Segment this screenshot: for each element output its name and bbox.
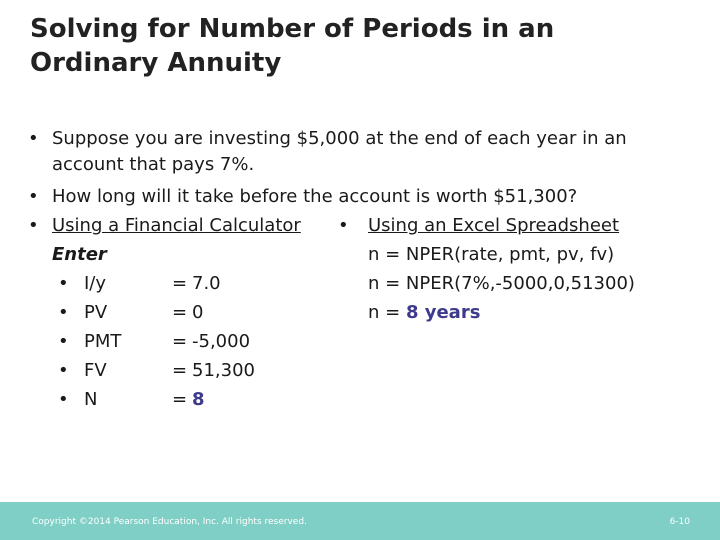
excel-result-line <box>338 298 708 327</box>
calc-label: PMT <box>84 331 122 352</box>
calc-value: -5,000 <box>192 331 251 352</box>
calc-label: PV <box>84 302 108 323</box>
excel-result-prefix: n = <box>368 302 406 323</box>
excel-column <box>338 211 708 327</box>
calc-equals: = <box>172 273 188 294</box>
calc-equals: = <box>172 302 188 323</box>
bullet-icon: • <box>28 215 39 236</box>
bullet-icon: • <box>28 128 39 149</box>
excel-heading-row <box>338 211 708 240</box>
calc-label: FV <box>84 360 107 381</box>
bullet-icon: • <box>28 186 39 207</box>
bullet-item <box>28 184 688 210</box>
calc-label: N <box>84 389 98 410</box>
calc-row-n <box>28 385 348 414</box>
calc-answer-value: 8 <box>192 389 205 410</box>
calc-equals: = <box>172 389 188 410</box>
bullet-icon: • <box>58 389 69 410</box>
footer-bar <box>0 502 720 540</box>
calc-equals: = <box>172 360 188 381</box>
calc-value: 7.0 <box>192 273 221 294</box>
slide-title: Solving for Number of Periods in an Ordinary Annuity <box>30 14 555 78</box>
calc-row-pmt <box>28 327 348 356</box>
calc-row-iy <box>28 269 348 298</box>
calculator-column <box>28 211 348 414</box>
bullet-icon: • <box>58 360 69 381</box>
calc-row-fv <box>28 356 348 385</box>
bullet-text: How long will it take before the account is worth $51,300? <box>52 186 578 207</box>
bullet-icon: • <box>338 215 349 236</box>
excel-answer-value: 8 years <box>405 302 481 323</box>
calc-label: I/y <box>84 273 107 294</box>
calc-equals: = <box>172 331 188 352</box>
copyright-text: Copyright ©2014 Pearson Education, Inc. All rights reserved. <box>32 517 307 527</box>
bullet-icon: • <box>58 331 69 352</box>
excel-heading: Using an Excel Spreadsheet <box>368 215 620 236</box>
page-number: 6-10 <box>669 517 690 527</box>
calculator-heading: Using a Financial Calculator <box>52 215 301 236</box>
bullet-list <box>28 126 688 216</box>
bullet-item <box>28 126 688 178</box>
calculator-heading-row <box>28 211 348 240</box>
bullet-icon: • <box>58 273 69 294</box>
excel-formula-line: n = NPER(7%,-5000,0,51300) <box>368 273 635 294</box>
calc-value: 0 <box>192 302 204 323</box>
excel-formula-line: n = NPER(rate, pmt, pv, fv) <box>368 244 615 265</box>
calc-value: 51,300 <box>192 360 255 381</box>
bullet-text: Suppose you are investing $5,000 at the end of each year in an account that pays 7%. <box>52 128 627 175</box>
calc-row-pv <box>28 298 348 327</box>
enter-label: Enter <box>52 244 107 265</box>
bullet-icon: • <box>58 302 69 323</box>
